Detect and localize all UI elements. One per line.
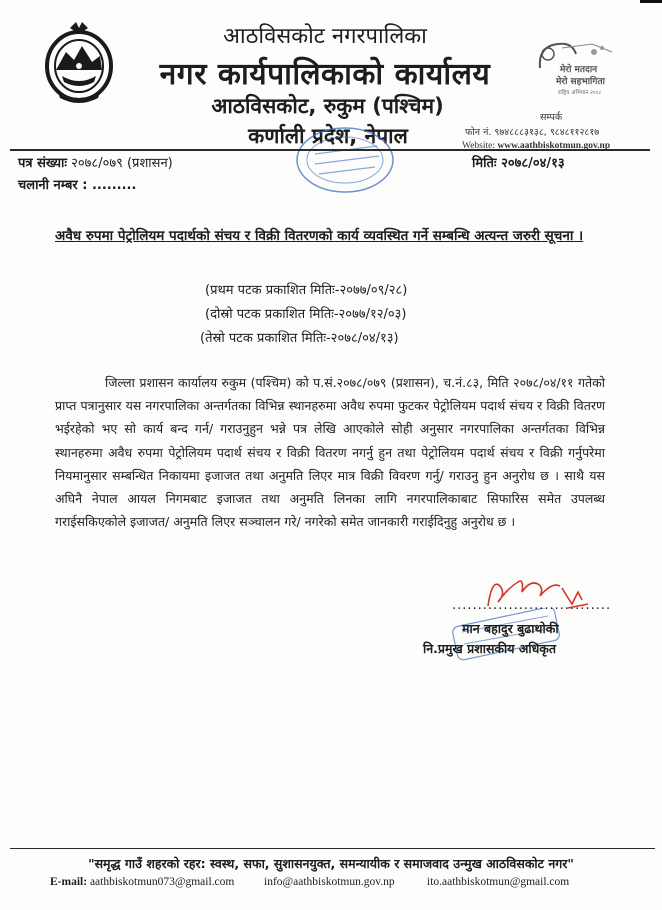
campaign-line-3: राष्ट्रिय अभियान २०८८ [558,90,602,96]
officer-title: नि.प्रमुख प्रशासकीय अधिकृत [423,641,557,656]
province-line: कर्णाली प्रदेश, नेपाल [248,124,408,148]
reference-value: २०७८/०७९ (प्रशासन) [71,156,173,171]
signature-line: ............................... [452,598,612,613]
email-1 [50,876,234,888]
website-label: Website: [462,141,496,151]
dispatch-number: चलानी नम्बर : ......... [18,178,137,193]
municipality-slogan: "समृद्ध गाउँ शहरको रहर: स्वस्थ, सफा, सुशासनयुक्त, समन्यायीक र समाजवाद उन्मुख आठविसकोट नगर" [88,856,574,871]
email-link-2[interactable]: info@aathbiskotmun.gov.np [264,876,395,888]
email-link-3[interactable]: ito.aathbiskotmun@gmail.com [427,876,570,888]
municipality-name: आठविसकोट नगरपालिका [223,24,427,49]
publication-date-1: (प्रथम पटक प्रकाशित मितिः-२०७७/०९/२८) [205,283,408,298]
notice-body: जिल्ला प्रशासन कार्यालय रुकुम (पश्चिम) को प.सं.२०७८/०७९ (प्रशासन), च.नं.८३, मिति २०७८/०४/११ गतेको प्राप्त पत्रानुसार यस नगरपालिका अन्तर्गतका विभिन्न स्थानहरुमा अवैध रुपमा फुटकर पेट्रोलियम पदार्थ संचय र विक्री वितरण भईरहेको भए सो कार्य बन्द गर्न/ गराउनुहुन भन्ने पत्र लेखि आएकोले सोही अनुसार नगरपालिका अन्तर्गतका विभिन्न स्थानहरुमा अवैध रुपमा पेट्रोलियम पदार्थ संचय र विक्री वितरण नगर्नु हुन तथा पेट्रोलियम पदार्थ संचय र विक्री गर्नुपरेमा नियमानुसार सम्बन्धित निकायमा इजाजत तथा अनुमति लिएर मात्र विक्री विवरण गर्नु/ गराउनु हुन अनुरोध छ । साथै यस अघिनै नेपाल आयल निगमबाट इजाजत तथा अनुमति लिनका लागि नगरपालिकाबाट सिफारिस समेत उपलब्ध गराईसकिएकोले इजाजत/ अनुमति लिएर सञ्चालन गरे/ नगरेको समेत जानकारी गराईदिनुहु अनुरोध छ । [55,375,605,530]
footer-divider [10,848,655,849]
email-link-1[interactable]: aathbiskotmun073@gmail.com [89,876,235,888]
publication-date-3: (तेस्रो पटक प्रकाशित मितिः-२०७८/०४/१३) [200,331,399,346]
header-divider [10,149,650,151]
website-link[interactable]: www.aathbiskotmun.gov.np [497,141,611,151]
election-campaign-logo [532,38,617,104]
officer-name: मान बहादुर बुढाथोकी [462,621,559,636]
phone-number: फोन नं. ९७४८८८३१३८, ९८४८११२८१७ [465,127,600,138]
reference-label: पत्र संख्याः [18,156,68,171]
letter-date: मितिः २०७८/०४/१३ [472,156,565,171]
office-title: नगर कार्यपालिकाको कार्यालय [159,57,491,92]
handwritten-signature [478,568,598,613]
campaign-line-2: मेरो सहभागिता [556,77,605,87]
nepal-emblem-icon [40,20,118,108]
notice-subject: अवैध रुपमा पेट्रोलियम पदार्थको संचय र विक्री वितरणको कार्य व्यवस्थित गर्ने सम्बन्धि अत्यन्त जरुरी सूचना । [55,228,584,244]
office-location: आठविसकोट, रुकुम (पश्चिम) [211,94,444,118]
campaign-line-1: मेरो मतदान [560,65,598,75]
publication-date-2: (दोस्रो पटक प्रकाशित मितिः-२०७७/१२/०३) [205,307,407,322]
reference-number [18,153,173,171]
contact-label: सम्पर्क [540,112,563,123]
office-seal-stamp [285,122,405,200]
page-edge-mark [640,0,662,3]
email-label: E-mail: [50,876,88,888]
